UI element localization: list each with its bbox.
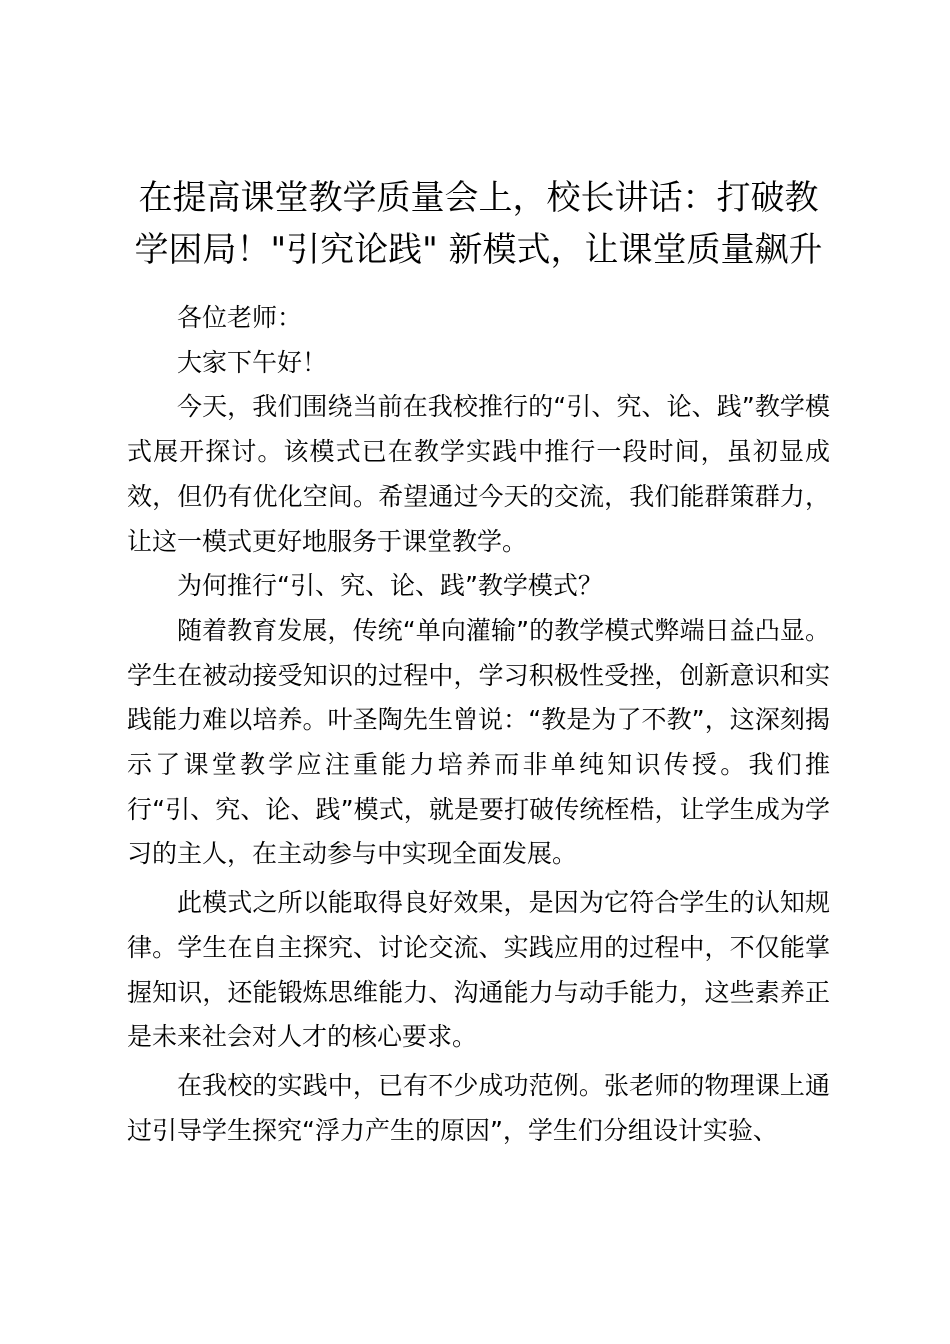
paragraph-rationale: 此模式之所以能取得良好效果，是因为它符合学生的认知规律。学生在自主探究、讨论交流、实践应用的过程中，不仅能掌握知识，还能锻炼思维能力、沟通能力与动手能力，这些素养正是未来社会对人才的核心要求。 [127,888,830,1052]
greeting: 大家下午好！ [177,347,328,377]
section-question: 为何推行“引、究、论、践”教学模式？ [177,571,603,601]
document-title: 在提高课堂教学质量会上，校长讲话：打破教学困局！"引究论践" 新模式，让课堂质量飙升 [134,178,823,270]
document-body [127,296,830,1153]
paragraph-examples: 在我校的实践中，已有不少成功范例。张老师的物理课上通过引导学生探究“浮力产生的原因”，学生们分组设计实验、 [127,1070,830,1145]
salutation: 各位老师： [177,303,303,332]
paragraph-background: 随着教育发展，传统“单向灌输”的教学模式弊端日益凸显。学生在被动接受知识的过程中，学习积极性受挫，创新意识和实践能力难以培养。叶圣陶先生曾说：“教是为了不教”，这深刻揭示了课堂教学应注重能力培养而非单纯知识传授。我们推行“引、究、论、践”模式，就是要打破传统桎梏，让学生成为学习的主人，在主动参与中实现全面发展。 [127,615,830,869]
paragraph-intro: 今天，我们围绕当前在我校推行的“引、究、论、践”教学模式展开探讨。该模式已在教学实践中推行一段时间，虽初显成效，但仍有优化空间。希望通过今天的交流，我们能群策群力，让这一模式更好地服务于课堂教学。 [127,392,830,556]
